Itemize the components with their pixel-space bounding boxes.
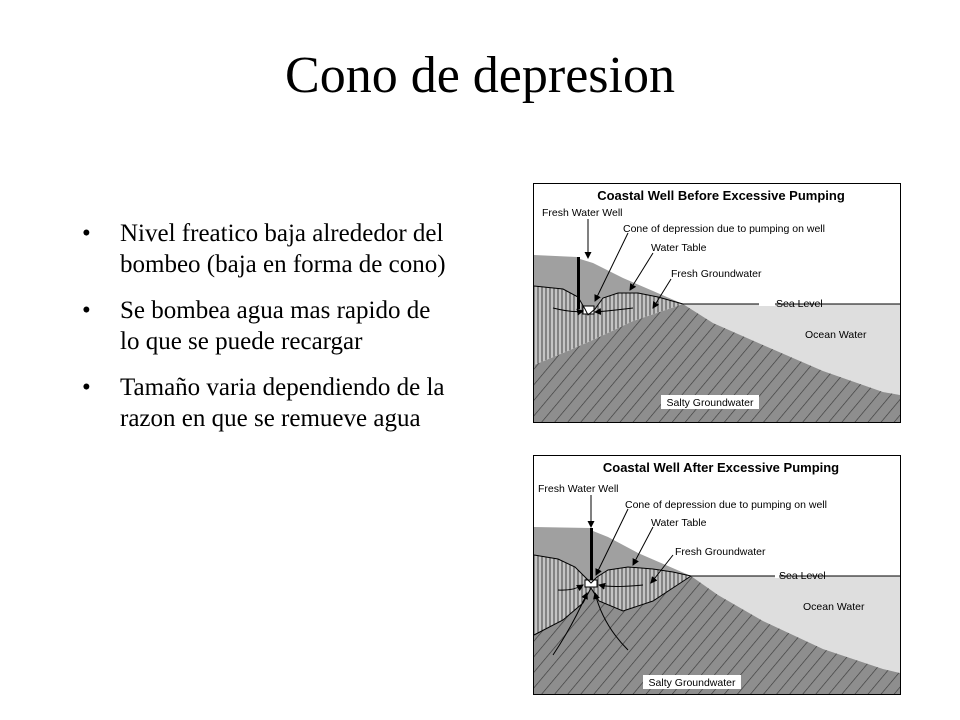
label-sea-level: Sea Level	[779, 570, 826, 582]
bullet-marker: •	[82, 220, 91, 247]
bullet-marker: •	[82, 374, 91, 401]
label-fresh-groundwater: Fresh Groundwater	[671, 268, 762, 280]
bullet-text: Nivel freatico baja alrededor del bombeo (baja en forma de cono)	[120, 220, 446, 278]
label-fresh-water-well: Fresh Water Well	[538, 483, 619, 495]
label-water-table: Water Table	[651, 242, 707, 254]
label-salty-groundwater: Salty Groundwater	[648, 677, 736, 689]
bullet-item	[82, 295, 452, 357]
bullet-item	[82, 372, 452, 434]
label-fresh-groundwater: Fresh Groundwater	[675, 546, 766, 558]
label-salty-groundwater: Salty Groundwater	[666, 397, 754, 409]
figure-title: Coastal Well After Excessive Pumping	[602, 460, 840, 475]
label-fresh-water-well: Fresh Water Well	[542, 207, 623, 219]
bullet-marker: •	[82, 297, 91, 324]
coastal-well-before-diagram	[533, 183, 901, 423]
well-casing	[590, 528, 593, 580]
figure-title: Coastal Well Before Excessive Pumping	[597, 188, 845, 203]
label-cone-of-depression: Cone of depression due to pumping on well	[625, 499, 827, 511]
label-water-table: Water Table	[651, 517, 707, 529]
label-cone-of-depression: Cone of depression due to pumping on well	[623, 223, 825, 235]
label-ocean-water: Ocean Water	[805, 329, 867, 341]
label-sea-level: Sea Level	[776, 298, 823, 310]
bullet-text: Se bombea agua mas rapido de lo que se puede recargar	[120, 297, 431, 355]
bullet-item	[82, 218, 452, 280]
bullet-text: Tamaño varia dependiendo de la razon en que se remueve agua	[120, 374, 445, 432]
bullet-list	[82, 218, 452, 449]
well-casing	[577, 257, 580, 309]
well-screen	[583, 306, 594, 314]
label-ocean-water: Ocean Water	[803, 601, 865, 613]
coastal-well-after-diagram	[533, 455, 901, 695]
slide-title: Cono de depresion	[285, 47, 675, 104]
